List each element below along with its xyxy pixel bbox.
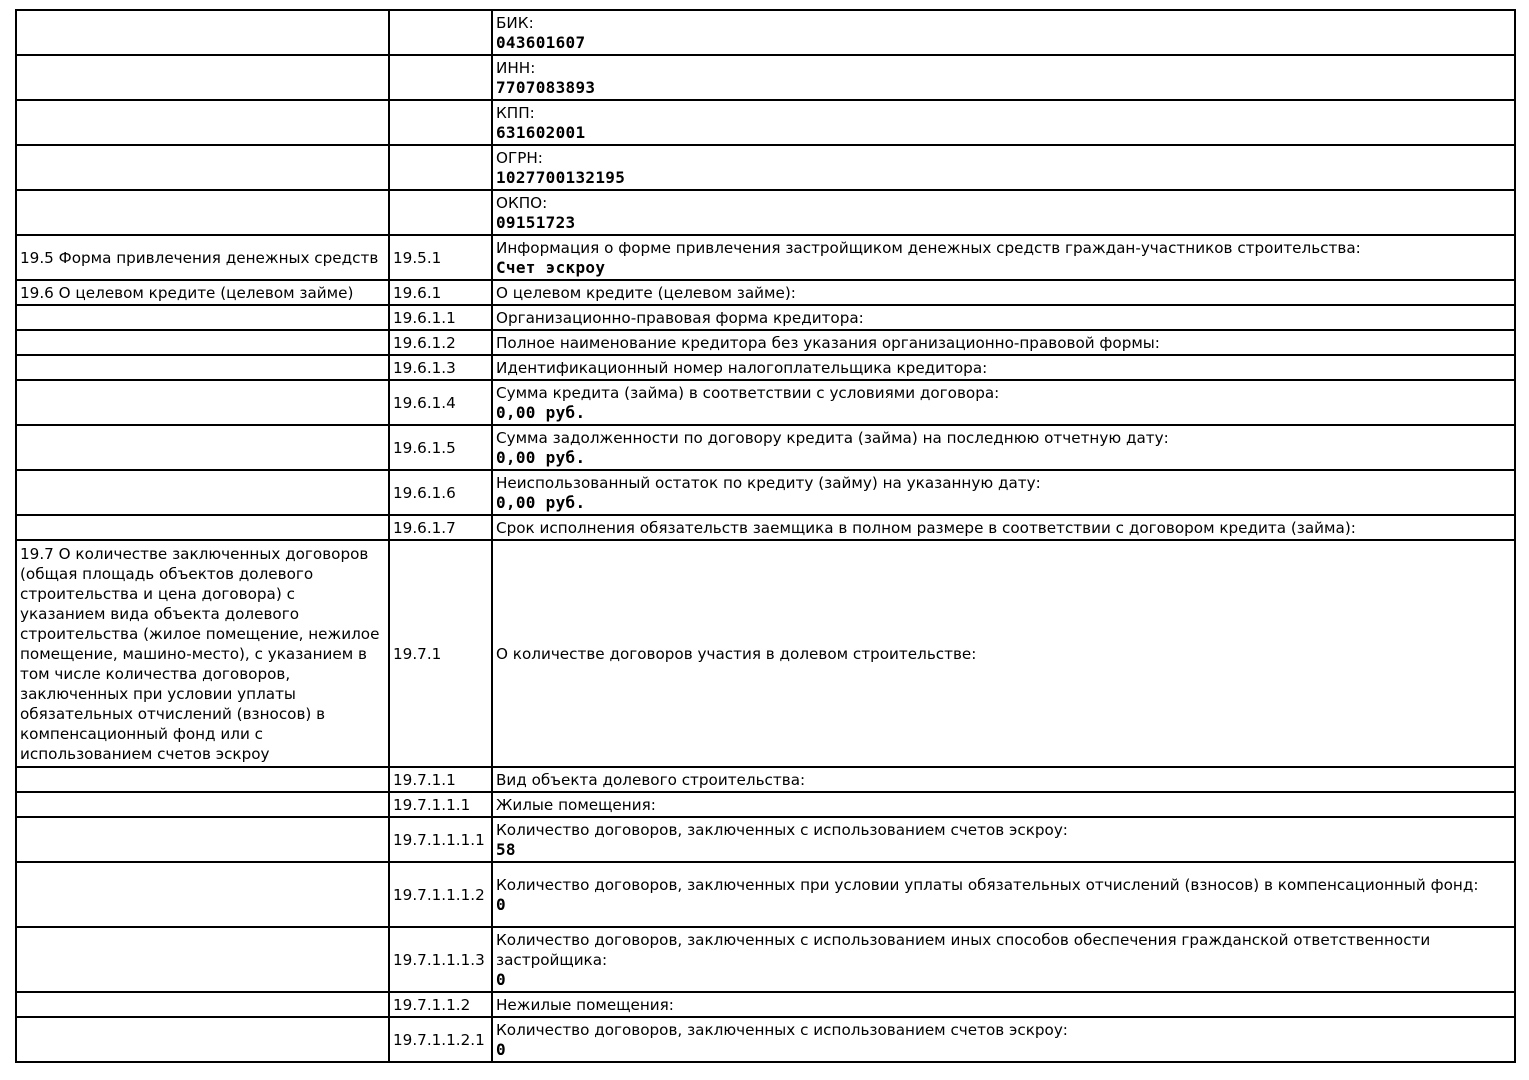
content-cell <box>492 55 1515 100</box>
code-cell: 19.6.1.6 <box>389 470 492 515</box>
table-row <box>16 767 1515 792</box>
code-cell <box>389 190 492 235</box>
content-cell <box>492 515 1515 540</box>
table-row <box>16 992 1515 1017</box>
code-cell: 19.6.1.3 <box>389 355 492 380</box>
content-cell <box>492 862 1515 927</box>
code-cell: 19.7.1.1.2 <box>389 992 492 1017</box>
field-label: ИНН: <box>496 59 536 77</box>
table-row <box>16 792 1515 817</box>
content-cell <box>492 355 1515 380</box>
section-cell <box>16 145 389 190</box>
code-cell: 19.7.1.1.1.2 <box>389 862 492 927</box>
table-row <box>16 425 1515 470</box>
section-cell <box>16 55 389 100</box>
content-cell <box>492 100 1515 145</box>
field-value: 0 <box>496 970 506 989</box>
field-value: 043601607 <box>496 33 586 52</box>
table-row <box>16 100 1515 145</box>
content-cell <box>492 792 1515 817</box>
section-cell: 19.5 Форма привлечения денежных средств <box>16 235 389 280</box>
table-row <box>16 190 1515 235</box>
table-row <box>16 862 1515 927</box>
field-value: 7707083893 <box>496 78 596 97</box>
field-label: Неиспользованный остаток по кредиту (займу) на указанную дату: <box>496 474 1041 492</box>
field-label: Количество договоров, заключенных с использованием иных способов обеспечения гражданской ответственности застройщика: <box>496 931 1431 969</box>
code-cell: 19.6.1 <box>389 280 492 305</box>
disclosure-table <box>15 9 1516 1063</box>
table-row <box>16 235 1515 280</box>
section-cell <box>16 862 389 927</box>
content-cell <box>492 280 1515 305</box>
field-label: Жилые помещения: <box>496 796 656 814</box>
content-cell <box>492 235 1515 280</box>
code-cell <box>389 10 492 55</box>
content-cell <box>492 927 1515 992</box>
section-cell <box>16 425 389 470</box>
section-cell <box>16 10 389 55</box>
section-cell <box>16 100 389 145</box>
section-cell <box>16 992 389 1017</box>
field-label: ОКПО: <box>496 194 548 212</box>
table-row <box>16 330 1515 355</box>
table-row <box>16 927 1515 992</box>
content-cell <box>492 1017 1515 1062</box>
table-row <box>16 540 1515 767</box>
code-cell: 19.6.1.1 <box>389 305 492 330</box>
field-label: Организационно-правовая форма кредитора: <box>496 309 864 327</box>
field-value: 0,00 руб. <box>496 403 586 422</box>
field-value: 631602001 <box>496 123 586 142</box>
section-cell: 19.7 О количестве заключенных договоров (общая площадь объектов долевого строительства и цена договора) с указанием вида объекта долевого строительства (жилое помещение, нежилое помещение, машино-место), с указанием в том числе количества договоров, заключенных при условии уплаты обязательных отчислений (взносов) в компенсационный фонд или с использованием счетов эскроу <box>16 540 389 767</box>
section-cell <box>16 305 389 330</box>
field-label: Информация о форме привлечения застройщиком денежных средств граждан-участников строительства: <box>496 239 1361 257</box>
field-label: Сумма задолженности по договору кредита (займа) на последнюю отчетную дату: <box>496 429 1169 447</box>
table-row <box>16 305 1515 330</box>
section-cell <box>16 380 389 425</box>
field-value: 0,00 руб. <box>496 493 586 512</box>
code-cell: 19.7.1.1.1.1 <box>389 817 492 862</box>
content-cell <box>492 380 1515 425</box>
code-cell: 19.6.1.4 <box>389 380 492 425</box>
content-cell <box>492 425 1515 470</box>
code-cell: 19.7.1.1.1.3 <box>389 927 492 992</box>
table-row <box>16 380 1515 425</box>
field-value: 0 <box>496 1040 506 1059</box>
field-value: Счет эскроу <box>496 258 606 277</box>
table-row <box>16 515 1515 540</box>
section-cell <box>16 330 389 355</box>
field-value: 1027700132195 <box>496 168 626 187</box>
field-label: О целевом кредите (целевом займе): <box>496 284 796 302</box>
field-label: Количество договоров, заключенных с использованием счетов эскроу: <box>496 821 1068 839</box>
table-row <box>16 1017 1515 1062</box>
section-cell <box>16 767 389 792</box>
field-label: Срок исполнения обязательств заемщика в полном размере в соответствии с договором кредита (займа): <box>496 519 1356 537</box>
section-cell <box>16 515 389 540</box>
code-cell: 19.7.1.1.2.1 <box>389 1017 492 1062</box>
section-cell: 19.6 О целевом кредите (целевом займе) <box>16 280 389 305</box>
field-label: О количестве договоров участия в долевом строительстве: <box>496 645 977 663</box>
code-cell: 19.6.1.7 <box>389 515 492 540</box>
section-cell <box>16 470 389 515</box>
field-label: Полное наименование кредитора без указания организационно-правовой формы: <box>496 334 1160 352</box>
code-cell <box>389 145 492 190</box>
content-cell <box>492 330 1515 355</box>
content-cell <box>492 190 1515 235</box>
section-cell <box>16 1017 389 1062</box>
content-cell <box>492 145 1515 190</box>
table-row <box>16 355 1515 380</box>
content-cell <box>492 767 1515 792</box>
field-label: Нежилые помещения: <box>496 996 674 1014</box>
field-label: Вид объекта долевого строительства: <box>496 771 806 789</box>
content-cell <box>492 305 1515 330</box>
code-cell: 19.7.1.1 <box>389 767 492 792</box>
content-cell <box>492 470 1515 515</box>
field-label: Сумма кредита (займа) в соответствии с условиями договора: <box>496 384 1000 402</box>
table-row <box>16 280 1515 305</box>
content-cell <box>492 540 1515 767</box>
table-row <box>16 817 1515 862</box>
field-label: БИК: <box>496 14 534 32</box>
table-row <box>16 145 1515 190</box>
field-value: 0,00 руб. <box>496 448 586 467</box>
field-label: ОГРН: <box>496 149 543 167</box>
code-cell: 19.6.1.2 <box>389 330 492 355</box>
field-label: Количество договоров, заключенных при условии уплаты обязательных отчислений (взносов) в компенсационный фонд: <box>496 876 1479 894</box>
content-cell <box>492 992 1515 1017</box>
code-cell: 19.7.1 <box>389 540 492 767</box>
content-cell <box>492 10 1515 55</box>
field-label: Количество договоров, заключенных с использованием счетов эскроу: <box>496 1021 1068 1039</box>
content-cell <box>492 817 1515 862</box>
section-cell <box>16 927 389 992</box>
code-cell: 19.5.1 <box>389 235 492 280</box>
field-label: КПП: <box>496 104 535 122</box>
section-cell <box>16 190 389 235</box>
table-row <box>16 470 1515 515</box>
table-row <box>16 10 1515 55</box>
field-value: 09151723 <box>496 213 576 232</box>
section-cell <box>16 817 389 862</box>
code-cell <box>389 100 492 145</box>
section-cell <box>16 355 389 380</box>
table-row <box>16 55 1515 100</box>
code-cell: 19.7.1.1.1 <box>389 792 492 817</box>
code-cell: 19.6.1.5 <box>389 425 492 470</box>
field-value: 58 <box>496 840 516 859</box>
field-label: Идентификационный номер налогоплательщика кредитора: <box>496 359 988 377</box>
code-cell <box>389 55 492 100</box>
field-value: 0 <box>496 895 506 914</box>
section-cell <box>16 792 389 817</box>
